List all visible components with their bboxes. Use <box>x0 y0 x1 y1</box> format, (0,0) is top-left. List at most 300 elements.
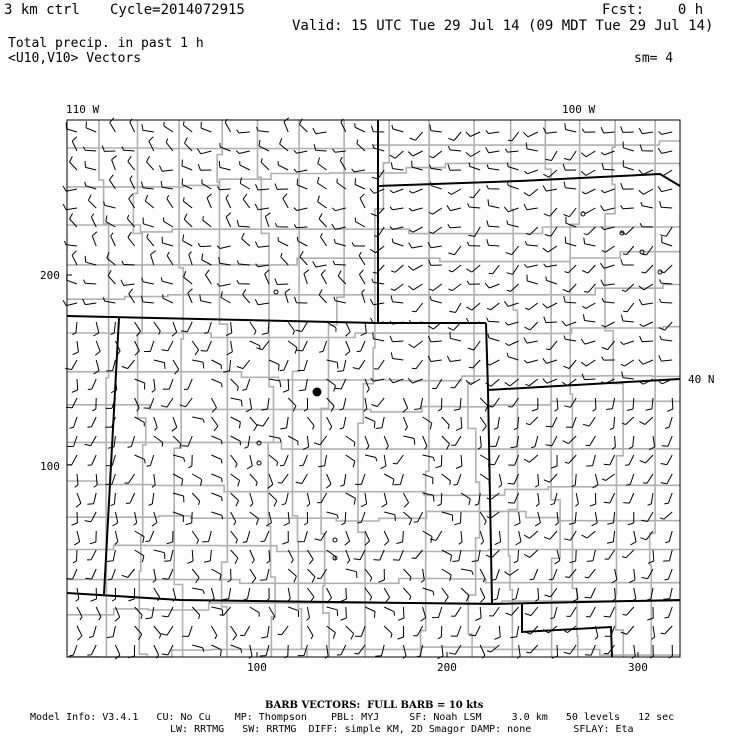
wind-barb <box>250 322 256 335</box>
wind-barb <box>128 156 135 170</box>
wind-barb <box>154 550 165 559</box>
smoothing-label: sm= 4 <box>634 51 674 66</box>
wind-barb <box>281 253 288 265</box>
wind-barb <box>161 626 173 635</box>
wind-barb <box>632 645 635 658</box>
cycle-label: Cycle=2014072915 <box>110 2 245 18</box>
wind-barb <box>643 474 653 483</box>
wind-barb <box>202 531 211 542</box>
wind-barb <box>610 417 615 430</box>
wind-barb <box>161 277 173 284</box>
wind-barb <box>340 474 346 486</box>
county-line <box>293 120 308 657</box>
wind-barb <box>408 151 422 156</box>
wind-barb <box>142 278 154 284</box>
wind-barb <box>115 531 118 545</box>
wind-barb <box>250 569 256 583</box>
wind-barb <box>451 607 461 616</box>
barb-legend: BARB VECTORS: FULL BARB = 10 kts <box>265 700 484 711</box>
wind-barb <box>85 436 97 446</box>
wind-barb <box>403 493 408 507</box>
wind-barb <box>493 588 499 600</box>
wind-barb <box>384 436 388 449</box>
wind-barb <box>220 607 231 615</box>
wind-barb <box>480 531 483 544</box>
wind-barb <box>121 280 135 286</box>
wind-barb <box>211 607 223 616</box>
wind-barb <box>581 170 595 176</box>
wind-barb <box>112 588 116 601</box>
wind-barb <box>586 436 596 446</box>
wind-barb <box>154 436 163 447</box>
wind-barb <box>288 322 294 335</box>
wind-barb <box>269 493 277 506</box>
wind-barb <box>243 531 250 543</box>
wind-barb <box>184 214 192 227</box>
wind-barb <box>648 550 654 563</box>
wind-barb <box>435 455 441 468</box>
wind-barb <box>280 455 288 466</box>
wind-barb <box>448 164 461 170</box>
wind-barb <box>66 123 77 133</box>
county-line <box>605 120 623 657</box>
wind-barb <box>255 299 269 305</box>
wind-barb <box>448 189 461 194</box>
wind-barb <box>107 626 116 638</box>
wind-barb <box>392 239 403 246</box>
wind-barb <box>524 132 538 137</box>
wind-barb <box>152 512 157 526</box>
wind-barb <box>85 569 96 579</box>
wind-barb <box>187 550 193 563</box>
wind-barb <box>237 220 250 227</box>
wind-barb <box>640 531 653 540</box>
wind-barb <box>508 132 519 141</box>
wind-barb <box>447 205 461 210</box>
wind-barb <box>198 243 211 246</box>
wind-barb <box>257 417 269 426</box>
wind-barb <box>485 283 499 288</box>
wind-barb <box>374 227 384 236</box>
wind-barb <box>647 607 653 620</box>
wind-barb <box>261 531 269 542</box>
wind-barb <box>307 569 315 583</box>
wind-barb <box>607 531 615 543</box>
wind-barb <box>92 232 97 246</box>
wind-barb <box>243 194 250 208</box>
wind-barb <box>494 417 499 429</box>
wind-barb <box>487 303 499 310</box>
wind-barb <box>255 204 269 210</box>
wind-barb <box>327 607 338 616</box>
wind-barb <box>623 246 634 255</box>
wind-barb <box>275 184 288 190</box>
wind-barb <box>582 303 595 308</box>
wind-barb <box>319 213 327 227</box>
wind-barb <box>555 398 558 411</box>
wind-barb <box>602 246 615 252</box>
wind-barb <box>287 588 290 601</box>
wind-barb <box>393 455 404 464</box>
wind-barb <box>87 417 96 427</box>
wind-barb <box>162 607 173 617</box>
wind-barb <box>204 550 211 562</box>
wind-barb <box>144 398 154 408</box>
wind-barb <box>327 588 332 602</box>
wind-barb <box>566 217 576 227</box>
wind-barb <box>543 358 557 363</box>
wind-barb <box>486 147 500 153</box>
wind-barb <box>543 379 557 384</box>
wind-barb <box>145 531 153 542</box>
wind-barb <box>231 417 241 428</box>
wind-barb <box>376 417 385 429</box>
wind-barb <box>237 280 250 284</box>
wind-barb <box>244 588 250 600</box>
wind-barb <box>135 379 145 389</box>
wind-barb <box>487 645 499 652</box>
wind-barb <box>184 379 192 390</box>
wind-barb <box>531 436 538 448</box>
wind-barb <box>600 263 614 268</box>
wind-barb <box>145 195 154 208</box>
wind-barb <box>661 626 672 634</box>
wind-barb <box>361 493 367 507</box>
wind-barb <box>524 338 538 344</box>
wind-barb <box>552 645 558 658</box>
wind-barb <box>122 360 135 369</box>
county-line <box>650 120 655 657</box>
wind-barb <box>423 531 433 543</box>
wind-barb <box>162 237 173 246</box>
wind-barb <box>584 284 595 292</box>
wind-barb <box>456 455 462 469</box>
wind-barb <box>384 607 394 616</box>
wind-barb <box>314 144 327 151</box>
wind-barb <box>488 199 499 208</box>
wind-barb <box>667 398 673 411</box>
wind-barb <box>623 303 634 312</box>
wind-barb <box>461 569 473 575</box>
wind-barb <box>318 196 327 208</box>
wind-barb <box>135 455 146 463</box>
wind-barbs <box>63 118 673 660</box>
wind-barb <box>662 236 672 246</box>
wind-barb <box>564 398 576 407</box>
county-line <box>67 545 680 551</box>
wind-barb <box>319 289 326 303</box>
wind-barb <box>288 569 296 582</box>
wind-barb <box>147 234 154 246</box>
wind-barb <box>222 588 230 600</box>
wind-barb <box>337 360 346 371</box>
wind-barb <box>380 455 386 469</box>
wind-barb <box>77 607 82 620</box>
y-tick-100: 100 <box>40 460 60 473</box>
wind-barb <box>431 182 442 189</box>
wind-barb <box>86 122 96 133</box>
wind-barb <box>314 436 327 445</box>
station-circle <box>257 461 261 465</box>
wind-barb <box>442 474 451 485</box>
wind-barb <box>95 341 100 355</box>
wind-barb <box>283 379 289 392</box>
wind-barb <box>267 550 270 563</box>
wind-barb <box>489 265 500 274</box>
wind-barb <box>526 417 538 425</box>
wind-barb <box>192 474 202 486</box>
wind-barb <box>147 156 154 170</box>
wind-barb <box>505 149 518 152</box>
wind-barb <box>487 318 500 322</box>
wind-barb <box>590 493 596 506</box>
wind-barb <box>549 569 557 580</box>
wind-barb <box>620 341 633 345</box>
wind-barb <box>524 455 538 462</box>
wind-barb <box>355 178 365 189</box>
wind-barb <box>438 626 442 639</box>
wind-barb <box>581 339 595 344</box>
wind-barb <box>621 360 634 366</box>
wind-barb <box>282 531 288 544</box>
wind-barb <box>621 205 634 208</box>
wind-barb <box>480 398 488 412</box>
wind-barb <box>172 417 177 431</box>
wind-barb <box>587 550 596 561</box>
station-circle <box>274 290 278 294</box>
wind-barb <box>658 148 672 153</box>
wind-barb <box>192 588 204 594</box>
valid-time: Valid: 15 UTC Tue 29 Jul 14 (09 MDT Tue 29 Jul 14) <box>292 18 714 34</box>
wind-barb <box>359 270 365 284</box>
wind-barb <box>192 569 199 583</box>
wind-barb <box>197 149 211 154</box>
wind-barb <box>664 569 672 580</box>
wind-barb <box>535 474 538 487</box>
wind-barb <box>391 352 403 360</box>
wind-barb <box>375 645 384 656</box>
wind-barb <box>282 493 288 505</box>
wind-barb <box>307 626 313 639</box>
wind-barb <box>629 569 635 583</box>
wind-barb <box>456 417 462 430</box>
state-border <box>378 174 680 186</box>
wind-barb <box>88 379 96 390</box>
wind-barb <box>640 336 653 342</box>
wind-barb <box>449 265 461 272</box>
state-border <box>67 593 680 604</box>
wind-barb <box>104 202 116 209</box>
wind-barb <box>365 569 372 581</box>
county-line <box>258 120 276 657</box>
wind-barb <box>640 455 653 463</box>
wind-barb <box>564 182 576 190</box>
wind-barb <box>261 158 269 170</box>
x-tick-200: 200 <box>437 661 457 674</box>
wind-barb <box>384 474 394 485</box>
wind-barb <box>303 436 309 450</box>
wind-barb <box>346 493 356 505</box>
field-title-vectors: <U10,V10> Vectors <box>8 51 142 66</box>
wind-barb <box>278 474 288 483</box>
wind-barb <box>72 137 77 151</box>
wind-barb <box>623 607 634 615</box>
wind-barb <box>313 128 327 134</box>
wind-barb <box>398 626 404 639</box>
wind-barb <box>164 550 173 561</box>
wind-barb <box>423 474 433 484</box>
wind-barb <box>586 455 595 466</box>
wind-barb <box>448 132 461 141</box>
county-line <box>67 647 680 657</box>
wind-barb <box>189 252 192 265</box>
wind-barb <box>410 132 423 140</box>
wind-barb <box>294 169 307 172</box>
wind-barb <box>307 607 310 620</box>
wind-barb <box>430 124 442 132</box>
wind-barb <box>340 398 346 410</box>
wind-barb <box>409 341 423 348</box>
wind-barb <box>72 512 78 525</box>
wind-barb <box>382 493 387 507</box>
wind-barb <box>581 360 595 366</box>
wind-barb <box>454 398 461 410</box>
wind-barb <box>188 455 192 468</box>
wind-barb <box>430 296 442 303</box>
field-title-precip: Total precip. in past 1 h <box>8 36 204 51</box>
x-tick-300: 300 <box>628 661 648 674</box>
wind-barb <box>365 417 375 428</box>
wind-barb <box>107 550 116 562</box>
wind-barb <box>321 270 326 284</box>
wind-barb <box>621 259 634 265</box>
wind-barb <box>639 284 653 290</box>
wind-barb <box>625 455 634 465</box>
state-border <box>67 316 486 323</box>
wind-barb <box>318 158 327 171</box>
wind-barb <box>623 160 634 170</box>
wind-barb <box>665 531 672 543</box>
wind-barb <box>108 569 116 580</box>
wind-barb <box>142 124 154 132</box>
wind-barb <box>432 607 442 618</box>
county-line <box>99 120 109 657</box>
wind-barb <box>659 132 673 135</box>
wind-barb <box>390 207 403 210</box>
wind-barb <box>355 474 365 484</box>
wind-barb <box>125 474 135 483</box>
wind-barb <box>423 436 427 449</box>
wind-barb <box>505 569 519 575</box>
wind-barb <box>641 202 653 208</box>
wind-barb <box>220 143 231 151</box>
wind-barb <box>466 265 480 272</box>
wind-barb <box>149 137 154 151</box>
wind-barb <box>555 512 558 525</box>
wind-barb <box>495 531 501 545</box>
wind-barb <box>87 645 96 655</box>
y-tick-200: 200 <box>40 269 60 282</box>
wind-barb <box>182 160 192 170</box>
wind-barb <box>288 341 297 354</box>
wind-barb <box>660 201 673 208</box>
wind-barb <box>96 607 101 620</box>
wind-barb <box>135 550 144 562</box>
wind-barb <box>346 569 357 578</box>
wind-barb <box>565 569 576 578</box>
wind-barb <box>506 246 519 255</box>
wind-barb <box>122 569 135 578</box>
county-line <box>67 579 680 584</box>
wind-barb <box>317 177 326 189</box>
station-circle <box>333 538 337 542</box>
wind-barb <box>73 341 79 355</box>
wind-barb <box>660 227 672 236</box>
wind-barb <box>161 181 173 189</box>
wind-barb <box>63 300 77 305</box>
wind-barb <box>582 265 595 273</box>
wind-barb <box>261 398 269 410</box>
wind-barb <box>409 243 423 249</box>
wind-barb <box>88 195 96 208</box>
wind-barb <box>504 301 518 306</box>
wind-barb <box>412 161 423 170</box>
wind-barb <box>566 607 576 616</box>
wind-barb <box>627 398 634 411</box>
wind-barb <box>662 436 673 446</box>
wind-barb <box>231 474 240 486</box>
wind-barb <box>486 360 499 365</box>
wind-barb <box>583 417 595 426</box>
wind-barb <box>70 417 78 428</box>
wind-barb <box>362 290 365 304</box>
wind-barb <box>555 550 560 564</box>
wind-barb <box>257 127 270 132</box>
wind-barb <box>442 588 449 602</box>
wind-barb <box>622 550 634 558</box>
wind-barb <box>639 299 653 305</box>
wind-barb <box>661 455 673 465</box>
wind-barb <box>63 204 77 210</box>
wind-barb <box>623 142 634 152</box>
wind-barb <box>524 264 537 267</box>
wind-barb <box>200 295 212 303</box>
wind-barb <box>525 607 538 616</box>
wind-barb <box>564 151 576 160</box>
wind-barb <box>142 182 154 189</box>
wind-barb <box>639 128 653 134</box>
wind-barb <box>231 455 238 468</box>
wind-barb <box>321 233 327 246</box>
wind-barb <box>260 645 269 656</box>
wind-barb <box>299 455 307 466</box>
wind-barb <box>90 531 96 544</box>
wind-barb <box>374 360 384 369</box>
wind-barb <box>327 626 336 639</box>
wind-barb <box>535 588 538 601</box>
wind-barb <box>453 474 461 485</box>
wind-barb <box>275 223 288 227</box>
wind-barb <box>192 341 198 355</box>
wind-barb <box>319 341 326 352</box>
wind-barb <box>601 127 615 133</box>
wind-barb <box>243 289 250 303</box>
wind-barb <box>447 356 461 362</box>
wind-barb <box>152 379 155 392</box>
wind-barb <box>69 645 77 656</box>
wind-barb <box>126 493 135 504</box>
wind-barb <box>221 291 231 303</box>
